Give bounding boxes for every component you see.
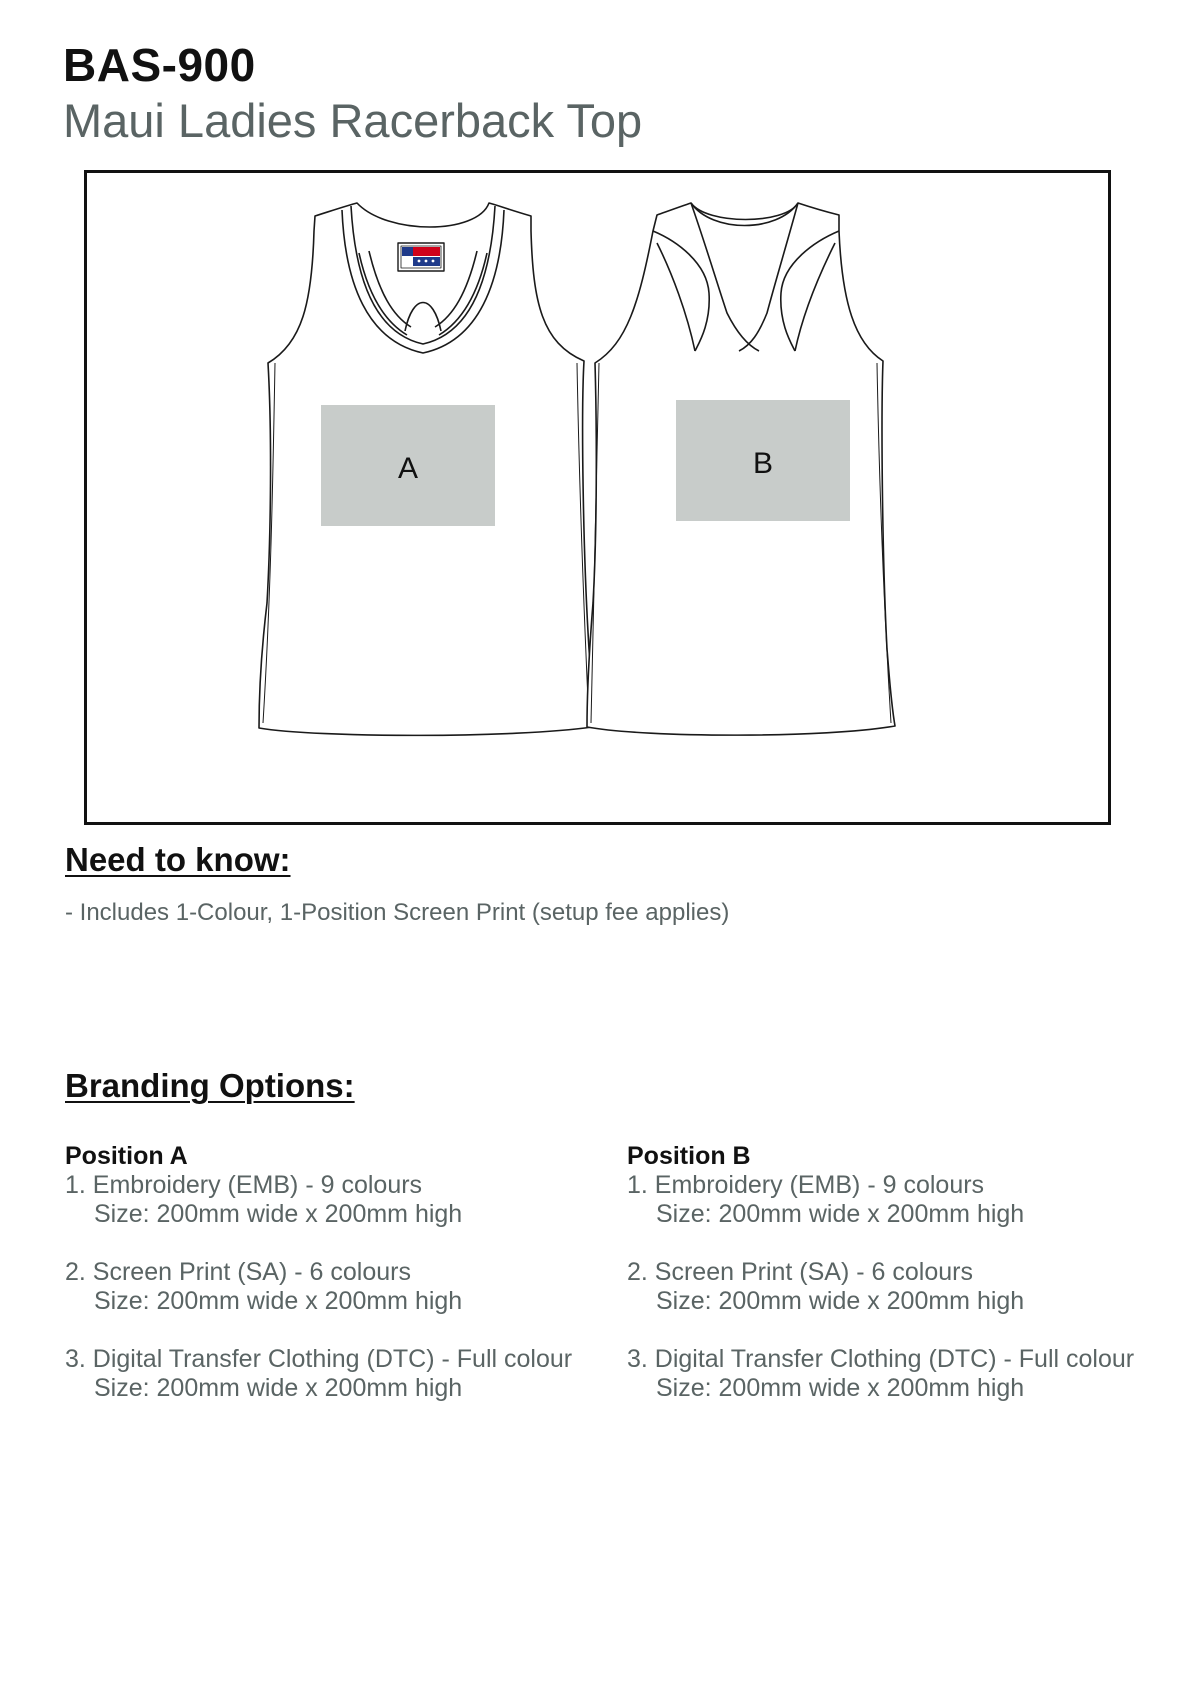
zone-a-label: A: [397, 452, 419, 485]
print-zone-a: [321, 405, 495, 526]
option-name: 2. Screen Print (SA) - 6 colours: [65, 1258, 411, 1286]
option-size: Size: 200mm wide x 200mm high: [656, 1287, 1025, 1315]
option-name: 3. Digital Transfer Clothing (DTC) - Full colour: [65, 1345, 573, 1373]
option-size: Size: 200mm wide x 200mm high: [656, 1374, 1025, 1402]
position-b-option-dtc: [627, 1345, 1187, 1403]
option-size: Size: 200mm wide x 200mm high: [656, 1200, 1025, 1228]
option-name: 1. Embroidery (EMB) - 9 colours: [65, 1171, 423, 1199]
print-zone-b: [676, 400, 850, 521]
zone-b-label: B: [752, 447, 774, 480]
garment-drawing: [87, 173, 1108, 822]
position-b-column: [627, 1141, 1187, 1403]
option-name: 1. Embroidery (EMB) - 9 colours: [627, 1171, 985, 1199]
position-a-option-dtc: [65, 1345, 625, 1403]
position-a-option-embroidery: [65, 1171, 625, 1229]
position-b-option-embroidery: [627, 1171, 1187, 1229]
position-a-title: Position A: [65, 1142, 188, 1170]
option-size: Size: 200mm wide x 200mm high: [94, 1374, 463, 1402]
branding-options-heading: Branding Options:: [65, 1067, 355, 1104]
product-title: Maui Ladies Racerback Top: [63, 94, 643, 147]
position-a-option-screen-print: [65, 1258, 625, 1316]
option-size: Size: 200mm wide x 200mm high: [94, 1200, 463, 1228]
position-b-option-screen-print: [627, 1258, 1187, 1316]
garment-figure: [84, 170, 1111, 825]
product-code: BAS-900: [63, 39, 256, 91]
position-b-title: Position B: [627, 1142, 751, 1170]
position-a-column: [65, 1141, 625, 1403]
need-to-know-heading: Need to know:: [65, 841, 291, 878]
option-name: 3. Digital Transfer Clothing (DTC) - Full colour: [627, 1345, 1135, 1373]
option-size: Size: 200mm wide x 200mm high: [94, 1287, 463, 1315]
need-to-know-text: - Includes 1-Colour, 1-Position Screen Print (setup fee applies): [65, 899, 730, 926]
option-name: 2. Screen Print (SA) - 6 colours: [627, 1258, 973, 1286]
